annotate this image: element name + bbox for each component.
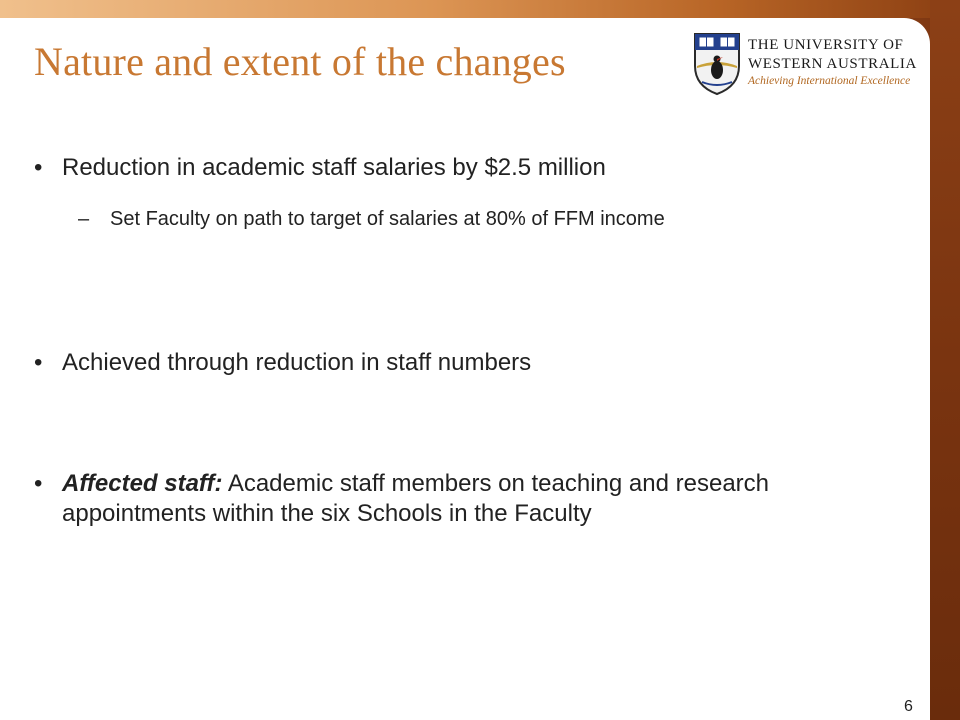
sub-bullet-marker: – xyxy=(78,208,90,230)
sub-bullet-text: Set Faculty on path to target of salaries at 80% of FFM income xyxy=(110,208,665,230)
bullet-lead-text: Affected staff: xyxy=(62,470,223,497)
university-crest-icon xyxy=(692,32,742,96)
university-name-line2: WESTERN AUSTRALIA xyxy=(748,56,917,72)
bullet-text-wrapper xyxy=(62,469,882,529)
bullet-body-text: Academic staff members on teaching and research appointments within the six Schools in the Faculty xyxy=(62,470,769,527)
slide-canvas xyxy=(0,18,930,720)
bullet-text: Reduction in academic staff salaries by $2.5 million xyxy=(62,154,606,181)
university-logo xyxy=(692,32,928,98)
university-name-line1: THE UNIVERSITY OF xyxy=(748,37,904,53)
bullet-marker: • xyxy=(34,349,43,376)
slide-frame-right xyxy=(930,0,960,720)
slide-title: Nature and extent of the changes xyxy=(34,39,566,84)
page-number: 6 xyxy=(904,698,913,715)
slide-frame-top xyxy=(0,0,960,18)
university-tagline: Achieving International Excellence xyxy=(748,75,911,87)
bullet-marker: • xyxy=(34,154,43,181)
bullet-marker: • xyxy=(34,470,43,497)
bullet-text: Achieved through reduction in staff numbers xyxy=(62,349,532,376)
